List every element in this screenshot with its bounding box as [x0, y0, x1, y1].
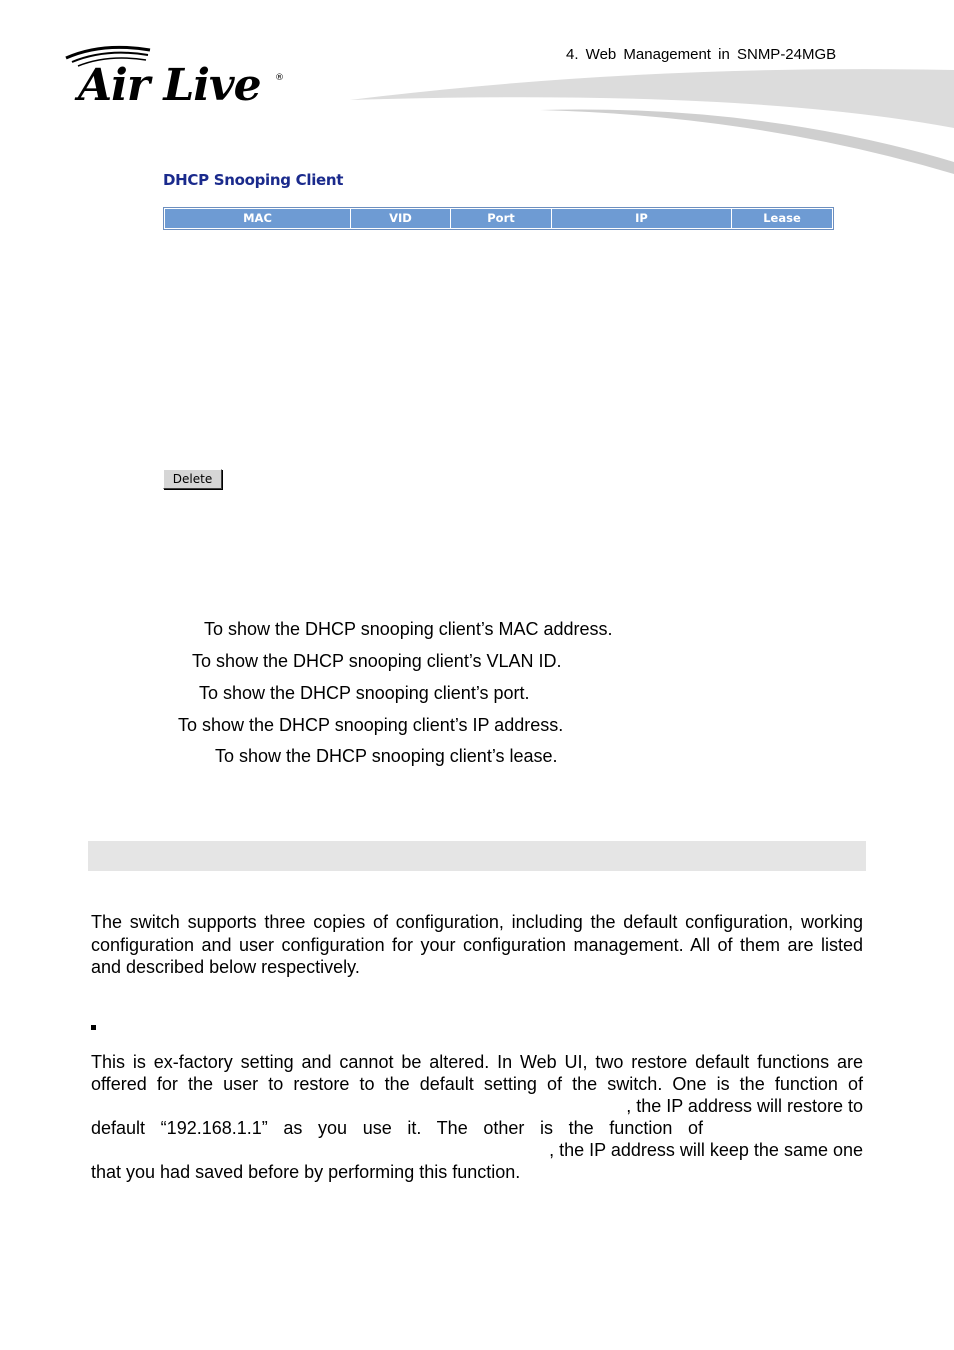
- chapter-header: 4. Web Management in SNMP-24MGB: [566, 46, 837, 63]
- lease-description: To show the DHCP snooping client’s lease.: [215, 746, 558, 766]
- paragraph-line: , the IP address will keep the same one: [549, 1140, 863, 1160]
- column-header-ip: IP: [552, 209, 732, 228]
- intro-paragraph: The switch supports three copies of configuration, including the default configuration, working configuration and user configuration for your configuration management. All of them are listed and described below respectively.: [91, 912, 863, 977]
- bullet-marker: [91, 1025, 96, 1030]
- paragraph-line: , the IP address will restore to: [626, 1096, 863, 1116]
- column-header-lease: Lease: [732, 209, 832, 228]
- paragraph-line: This is ex-factory setting and cannot be altered. In Web UI, two restore default functions are: [91, 1052, 863, 1072]
- svg-text:Air Live: Air Live: [78, 60, 261, 110]
- paragraph-line: default “192.168.1.1” as you use it. The other is the function of: [91, 1118, 703, 1138]
- vid-description: To show the DHCP snooping client’s VLAN ID.: [192, 651, 562, 671]
- section-title: DHCP Snooping Client: [163, 171, 344, 189]
- dhcp-snooping-client-table: [163, 207, 834, 230]
- paragraph-line: offered for the user to restore to the default setting of the switch. One is the function of: [91, 1074, 863, 1094]
- paragraph-line: that you had saved before by performing this function.: [91, 1162, 521, 1182]
- column-header-mac: MAC: [165, 209, 351, 228]
- mac-description: To show the DHCP snooping client’s MAC address.: [204, 619, 613, 639]
- column-header-vid: VID: [351, 209, 451, 228]
- port-description: To show the DHCP snooping client’s port.: [199, 683, 530, 703]
- delete-button[interactable]: Delete: [163, 469, 222, 489]
- table-header-row: [165, 209, 832, 228]
- svg-text:®: ®: [275, 73, 284, 83]
- airlive-logo: [62, 40, 292, 110]
- ip-description: To show the DHCP snooping client’s IP address.: [178, 715, 564, 735]
- section-heading-bar: [88, 841, 866, 871]
- default-config-paragraph: [91, 1051, 863, 1183]
- column-header-port: Port: [451, 209, 552, 228]
- header-swoosh: [340, 66, 954, 178]
